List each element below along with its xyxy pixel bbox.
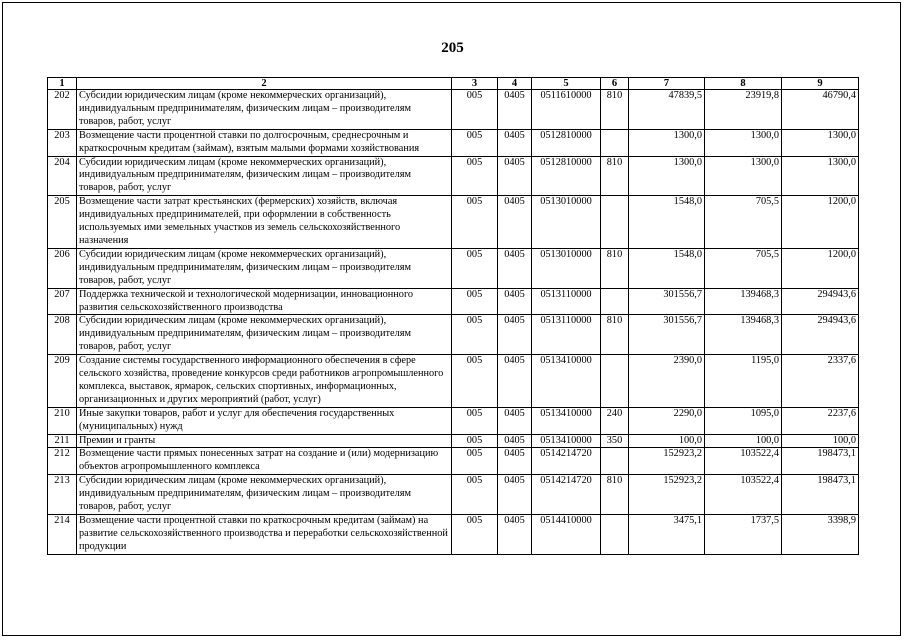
amount-col-7: 1300,0 bbox=[629, 156, 705, 196]
expense-type-code bbox=[601, 129, 629, 156]
amount-col-7: 3475,1 bbox=[629, 515, 705, 555]
amount-col-8: 103522,4 bbox=[705, 475, 782, 515]
amount-col-7: 2390,0 bbox=[629, 355, 705, 408]
amount-col-8: 705,5 bbox=[705, 248, 782, 288]
column-header: 8 bbox=[705, 78, 782, 90]
section-code: 0405 bbox=[498, 448, 532, 475]
row-description: Возмещение части затрат крестьянских (фермерских) хозяйств, включая индивидуальных предпринимателей, при оформлении в собственность используемых ими земельных участков из земель сельскохозяйственного назначения bbox=[77, 196, 452, 249]
target-article-code: 0511610000 bbox=[532, 90, 601, 130]
ministry-code: 005 bbox=[452, 475, 498, 515]
amount-col-9: 294943,6 bbox=[782, 315, 859, 355]
amount-col-9: 198473,1 bbox=[782, 448, 859, 475]
column-header: 9 bbox=[782, 78, 859, 90]
table-row bbox=[48, 515, 859, 555]
section-code: 0405 bbox=[498, 288, 532, 315]
page-number: 205 bbox=[441, 40, 464, 56]
section-code: 0405 bbox=[498, 434, 532, 448]
budget-table bbox=[47, 77, 859, 555]
amount-col-9: 1300,0 bbox=[782, 129, 859, 156]
amount-col-7: 1300,0 bbox=[629, 129, 705, 156]
row-number: 209 bbox=[48, 355, 77, 408]
target-article-code: 0513110000 bbox=[532, 315, 601, 355]
expense-type-code: 810 bbox=[601, 315, 629, 355]
column-header: 3 bbox=[452, 78, 498, 90]
ministry-code: 005 bbox=[452, 196, 498, 249]
table-row bbox=[48, 475, 859, 515]
amount-col-8: 103522,4 bbox=[705, 448, 782, 475]
amount-col-9: 46790,4 bbox=[782, 90, 859, 130]
amount-col-7: 100,0 bbox=[629, 434, 705, 448]
amount-col-8: 1300,0 bbox=[705, 156, 782, 196]
amount-col-7: 152923,2 bbox=[629, 448, 705, 475]
row-number: 206 bbox=[48, 248, 77, 288]
table-row bbox=[48, 448, 859, 475]
row-description: Возмещение части процентной ставки по краткосрочным кредитам (займам) на развитие сельскохозяйственного производства и переработки сельскохозяйственной продукции bbox=[77, 515, 452, 555]
table-row bbox=[48, 434, 859, 448]
expense-type-code bbox=[601, 448, 629, 475]
ministry-code: 005 bbox=[452, 448, 498, 475]
table-row bbox=[48, 196, 859, 249]
amount-col-8: 1300,0 bbox=[705, 129, 782, 156]
amount-col-9: 3398,9 bbox=[782, 515, 859, 555]
column-header: 5 bbox=[532, 78, 601, 90]
ministry-code: 005 bbox=[452, 156, 498, 196]
row-description: Иные закупки товаров, работ и услуг для обеспечения государственных (муниципальных) нужд bbox=[77, 407, 452, 434]
column-header: 6 bbox=[601, 78, 629, 90]
target-article-code: 0513410000 bbox=[532, 407, 601, 434]
target-article-code: 0514410000 bbox=[532, 515, 601, 555]
table-row bbox=[48, 355, 859, 408]
row-number: 207 bbox=[48, 288, 77, 315]
row-description: Субсидии юридическим лицам (кроме некоммерческих организаций), индивидуальным предпринимателям, физическим лицам – производителям товаров, работ, услуг bbox=[77, 315, 452, 355]
amount-col-9: 100,0 bbox=[782, 434, 859, 448]
amount-col-7: 152923,2 bbox=[629, 475, 705, 515]
column-header: 7 bbox=[629, 78, 705, 90]
row-number: 208 bbox=[48, 315, 77, 355]
amount-col-8: 1737,5 bbox=[705, 515, 782, 555]
amount-col-8: 23919,8 bbox=[705, 90, 782, 130]
expense-type-code bbox=[601, 196, 629, 249]
amount-col-9: 2237,6 bbox=[782, 407, 859, 434]
amount-col-8: 705,5 bbox=[705, 196, 782, 249]
amount-col-9: 1200,0 bbox=[782, 196, 859, 249]
section-code: 0405 bbox=[498, 407, 532, 434]
table-row bbox=[48, 407, 859, 434]
section-code: 0405 bbox=[498, 515, 532, 555]
row-number: 213 bbox=[48, 475, 77, 515]
row-number: 211 bbox=[48, 434, 77, 448]
section-code: 0405 bbox=[498, 248, 532, 288]
amount-col-7: 47839,5 bbox=[629, 90, 705, 130]
row-description: Субсидии юридическим лицам (кроме некоммерческих организаций), индивидуальным предпринимателям, физическим лицам – производителям товаров, работ, услуг bbox=[77, 475, 452, 515]
section-code: 0405 bbox=[498, 129, 532, 156]
table-row bbox=[48, 90, 859, 130]
row-number: 202 bbox=[48, 90, 77, 130]
section-code: 0405 bbox=[498, 355, 532, 408]
column-header: 2 bbox=[77, 78, 452, 90]
amount-col-9: 294943,6 bbox=[782, 288, 859, 315]
amount-col-7: 301556,7 bbox=[629, 288, 705, 315]
amount-col-9: 1300,0 bbox=[782, 156, 859, 196]
amount-col-7: 301556,7 bbox=[629, 315, 705, 355]
column-header: 1 bbox=[48, 78, 77, 90]
expense-type-code: 350 bbox=[601, 434, 629, 448]
amount-col-9: 1200,0 bbox=[782, 248, 859, 288]
row-number: 204 bbox=[48, 156, 77, 196]
expense-type-code: 810 bbox=[601, 90, 629, 130]
expense-type-code: 240 bbox=[601, 407, 629, 434]
section-code: 0405 bbox=[498, 196, 532, 249]
amount-col-7: 1548,0 bbox=[629, 196, 705, 249]
ministry-code: 005 bbox=[452, 288, 498, 315]
row-number: 203 bbox=[48, 129, 77, 156]
row-description: Поддержка технической и технологической модернизации, инновационного развития сельскохозяйственного производства bbox=[77, 288, 452, 315]
target-article-code: 0514214720 bbox=[532, 475, 601, 515]
expense-type-code bbox=[601, 355, 629, 408]
row-description: Премии и гранты bbox=[77, 434, 452, 448]
row-description: Создание системы государственного информационного обеспечения в сфере сельского хозяйства, проведение конкурсов среди работников агропромышленного комплекса, выставок, ярмарок, сельских спортивных, информационных, организационных и других мероприятий (работ, услуг) bbox=[77, 355, 452, 408]
ministry-code: 005 bbox=[452, 315, 498, 355]
amount-col-8: 100,0 bbox=[705, 434, 782, 448]
row-description: Субсидии юридическим лицам (кроме некоммерческих организаций), индивидуальным предпринимателям, физическим лицам – производителям товаров, работ, услуг bbox=[77, 248, 452, 288]
amount-col-9: 198473,1 bbox=[782, 475, 859, 515]
amount-col-8: 1095,0 bbox=[705, 407, 782, 434]
amount-col-7: 1548,0 bbox=[629, 248, 705, 288]
section-code: 0405 bbox=[498, 90, 532, 130]
target-article-code: 0513410000 bbox=[532, 434, 601, 448]
expense-type-code: 810 bbox=[601, 248, 629, 288]
expense-type-code bbox=[601, 288, 629, 315]
table-row bbox=[48, 156, 859, 196]
row-number: 210 bbox=[48, 407, 77, 434]
target-article-code: 0513410000 bbox=[532, 355, 601, 408]
expense-type-code: 810 bbox=[601, 156, 629, 196]
row-number: 205 bbox=[48, 196, 77, 249]
table-row bbox=[48, 315, 859, 355]
ministry-code: 005 bbox=[452, 515, 498, 555]
table-row bbox=[48, 129, 859, 156]
expense-type-code bbox=[601, 515, 629, 555]
ministry-code: 005 bbox=[452, 434, 498, 448]
section-code: 0405 bbox=[498, 315, 532, 355]
column-header: 4 bbox=[498, 78, 532, 90]
row-description: Возмещение части прямых понесенных затрат на создание и (или) модернизацию объектов агропромышленного комплекса bbox=[77, 448, 452, 475]
row-description: Субсидии юридическим лицам (кроме некоммерческих организаций), индивидуальным предпринимателям, физическим лицам – производителям товаров, работ, услуг bbox=[77, 156, 452, 196]
table-row bbox=[48, 248, 859, 288]
ministry-code: 005 bbox=[452, 407, 498, 434]
target-article-code: 0512810000 bbox=[532, 129, 601, 156]
expense-type-code: 810 bbox=[601, 475, 629, 515]
header-row bbox=[48, 78, 859, 90]
table-body bbox=[48, 90, 859, 555]
ministry-code: 005 bbox=[452, 129, 498, 156]
row-description: Субсидии юридическим лицам (кроме некоммерческих организаций), индивидуальным предпринимателям, физическим лицам – производителям товаров, работ, услуг bbox=[77, 90, 452, 130]
target-article-code: 0514214720 bbox=[532, 448, 601, 475]
target-article-code: 0513110000 bbox=[532, 288, 601, 315]
row-description: Возмещение части процентной ставки по долгосрочным, среднесрочным и краткосрочным кредитам (займам), взятым малыми формами хозяйствования bbox=[77, 129, 452, 156]
amount-col-8: 139468,3 bbox=[705, 288, 782, 315]
ministry-code: 005 bbox=[452, 248, 498, 288]
table-row bbox=[48, 288, 859, 315]
section-code: 0405 bbox=[498, 475, 532, 515]
amount-col-8: 139468,3 bbox=[705, 315, 782, 355]
target-article-code: 0513010000 bbox=[532, 196, 601, 249]
amount-col-9: 2337,6 bbox=[782, 355, 859, 408]
amount-col-7: 2290,0 bbox=[629, 407, 705, 434]
ministry-code: 005 bbox=[452, 355, 498, 408]
row-number: 212 bbox=[48, 448, 77, 475]
target-article-code: 0512810000 bbox=[532, 156, 601, 196]
row-number: 214 bbox=[48, 515, 77, 555]
ministry-code: 005 bbox=[452, 90, 498, 130]
section-code: 0405 bbox=[498, 156, 532, 196]
target-article-code: 0513010000 bbox=[532, 248, 601, 288]
amount-col-8: 1195,0 bbox=[705, 355, 782, 408]
